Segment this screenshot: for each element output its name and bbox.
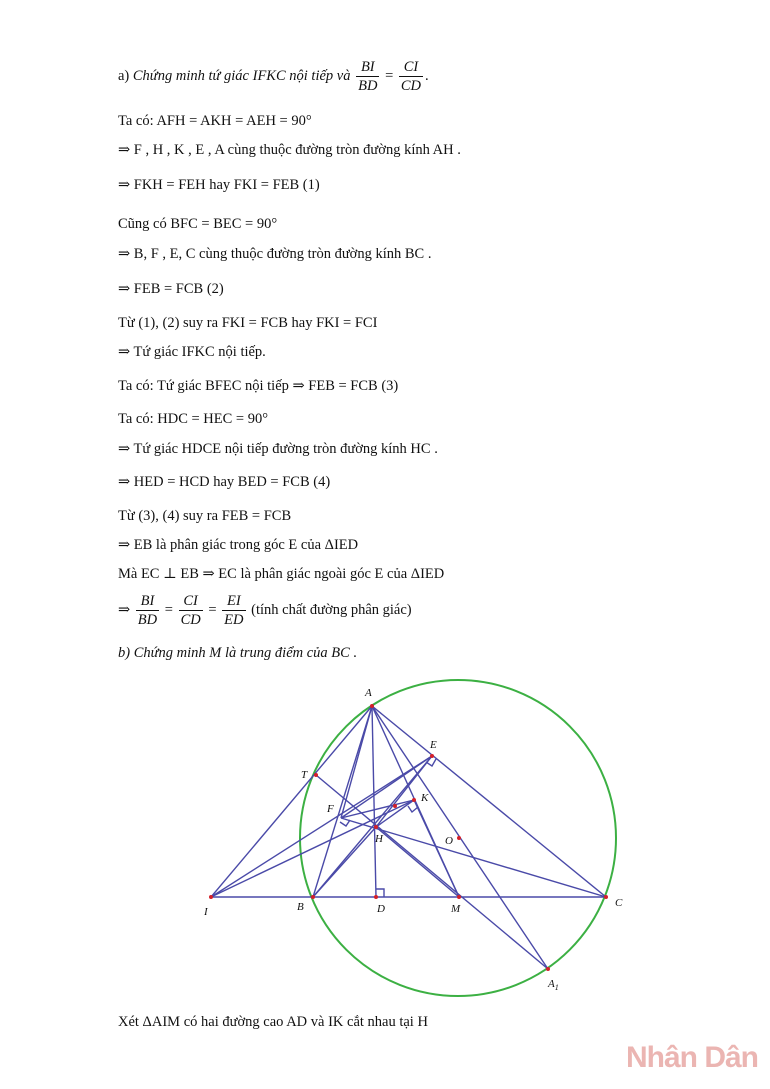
line-19: Xét ΔAIM có hai đường cao AD và IK cắt nhau tại H (118, 1014, 428, 1030)
implies-symbol: ⇒ (118, 601, 131, 618)
construction-lines (211, 706, 606, 969)
label-f: F (327, 803, 334, 815)
line-14: Từ (3), (4) suy ra FEB = FCB (118, 508, 292, 524)
fraction-ci-cd: $\frac{CI}{CD}$ (400, 59, 422, 94)
fraction-bi-bd: $\frac{BI}{BD}$ (358, 59, 378, 94)
period: . (425, 67, 429, 84)
line-part-b-title: b) Chứng minh M là trung điểm của BC . (118, 645, 358, 661)
label-t: T (301, 769, 308, 781)
watermark-logo: Nhân Dân (625, 1041, 758, 1074)
line-11: Ta có: HDC = HEC = 90° (118, 411, 269, 427)
label-e: E (430, 739, 437, 751)
label-a: A (365, 687, 372, 699)
fraction-bi-bd-2: $\frac{BI}{BD}$ (137, 593, 158, 628)
fraction-ei-ed: $\frac{EI}{ED}$ (224, 593, 244, 628)
line-4: ⇒ FKH = FEH hay FKI = FEB (1) (118, 177, 320, 193)
label-c: C (615, 897, 623, 909)
label-h: H (375, 833, 383, 845)
label-a1: $A_1$ (548, 978, 559, 992)
equals-sign: = (164, 601, 173, 618)
label-d: D (377, 903, 385, 915)
label-b: B (297, 901, 304, 913)
bisector-property-note: (tính chất đường phân giác) (251, 601, 412, 618)
line-6: ⇒ B, F , E, C cùng thuộc đường tròn đường kính BC . (118, 246, 432, 262)
part-a-statement: Chứng minh tứ giác IFKC nội tiếp và (132, 67, 351, 84)
label-i: I (204, 906, 208, 918)
label-k: K (421, 792, 429, 804)
label-o: O (445, 835, 453, 847)
equals-sign: = (385, 67, 394, 84)
part-label: a) (118, 67, 130, 84)
line-10: Ta có: Tứ giác BFEC nội tiếp ⇒ FEB = FCB (3) (118, 378, 399, 394)
line-2: Ta có: AFH = AKH = AEH = 90° (118, 113, 312, 129)
line-16: Mà EC ⊥ EB ⇒ EC là phân giác ngoài góc E của ΔIED (118, 566, 445, 582)
line-15: ⇒ EB là phân giác trong góc E của ΔIED (118, 537, 359, 553)
line-7: ⇒ FEB = FCB (2) (118, 281, 224, 297)
equals-sign: = (208, 601, 217, 618)
line-5: Cũng có BFC = BEC = 90° (118, 216, 278, 232)
line-13: ⇒ HED = HCD hay BED = FCB (4) (118, 474, 331, 490)
line-3: ⇒ F , H , K , E , A cùng thuộc đường tròn đường kính AH . (118, 142, 461, 158)
label-m: M (451, 903, 461, 915)
line-12: ⇒ Tứ giác HDCE nội tiếp đường tròn đường kính HC . (118, 441, 438, 457)
line-8: Từ (1), (2) suy ra FKI = FCB hay FKI = FCI (118, 315, 378, 331)
fraction-ci-cd-2: $\frac{CI}{CD}$ (180, 593, 201, 628)
line-9: ⇒ Tứ giác IFKC nội tiếp. (118, 344, 266, 360)
